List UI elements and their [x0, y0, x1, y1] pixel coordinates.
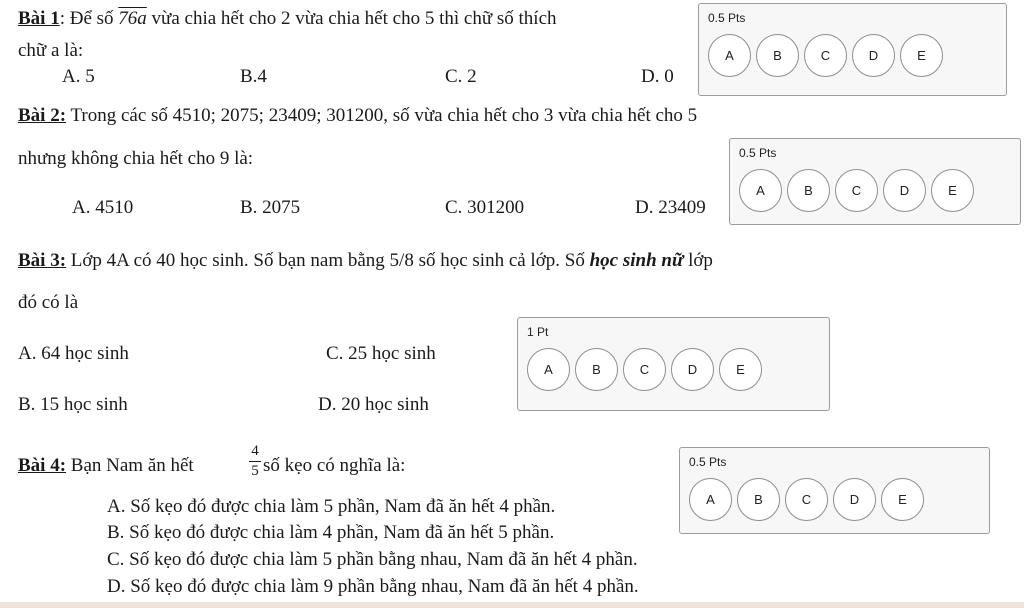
- choice-c-button[interactable]: C: [623, 348, 666, 391]
- q4-option-a: A. Số kẹo đó được chia làm 5 phần, Nam đã ăn hết 4 phần.: [107, 496, 556, 517]
- q4-option-d: D. Số kẹo đó được chia làm 9 phần bằng nhau, Nam đã ăn hết 4 phần.: [107, 576, 639, 597]
- q2-option-d: D. 23409: [635, 197, 706, 218]
- choice-a-button[interactable]: A: [739, 169, 782, 212]
- choice-e-button[interactable]: E: [719, 348, 762, 391]
- choice-c-button[interactable]: C: [835, 169, 878, 212]
- q3-option-b: B. 15 học sinh: [18, 394, 128, 415]
- q4-fraction: [249, 444, 261, 479]
- choice-a-button[interactable]: A: [708, 34, 751, 77]
- q4-line1-end: số kẹo có nghĩa là:: [263, 455, 406, 476]
- points-label: 0.5 Pts: [689, 455, 727, 469]
- q1-option-c: C. 2: [445, 66, 477, 87]
- points-label: 1 Pt: [527, 325, 549, 339]
- q4-line1: Bài 4: Bạn Nam ăn hết: [18, 455, 194, 476]
- q3-option-a: A. 64 học sinh: [18, 343, 129, 364]
- q2-option-c: C. 301200: [445, 197, 525, 218]
- answer-panel-1: [698, 3, 1007, 96]
- bottom-edge-strip: [0, 602, 1024, 608]
- q1-option-b: B.4: [240, 66, 267, 87]
- q3-label: Bài 3:: [18, 250, 67, 271]
- q2-line1: Bài 2: Trong các số 4510; 2075; 23409; 301200, số vừa chia hết cho 3 vừa chia hết cho 5: [18, 105, 698, 126]
- q3-line1: Bài 3: Lớp 4A có 40 học sinh. Số bạn nam bằng 5/8 số học sinh cả lớp. Số học sinh nữ lớp: [18, 250, 713, 271]
- q3-emphasis: học sinh nữ: [589, 250, 684, 271]
- choice-b-button[interactable]: B: [756, 34, 799, 77]
- q1-line1: Bài 1: Để số 76a vừa chia hết cho 2 vừa chia hết cho 5 thì chữ số thích: [18, 8, 557, 29]
- q4-label: Bài 4:: [18, 455, 67, 476]
- q2-label: Bài 2:: [18, 105, 67, 126]
- q1-option-d: D. 0: [641, 66, 674, 87]
- q1-label: Bài 1: [18, 8, 60, 29]
- choice-a-button[interactable]: A: [527, 348, 570, 391]
- choice-e-button[interactable]: E: [881, 478, 924, 521]
- choice-d-button[interactable]: D: [883, 169, 926, 212]
- choice-e-button[interactable]: E: [900, 34, 943, 77]
- q2-line2: nhưng không chia hết cho 9 là:: [18, 148, 254, 169]
- choice-b-button[interactable]: B: [787, 169, 830, 212]
- q4-fraction-denominator: 5: [251, 463, 259, 479]
- choice-c-button[interactable]: C: [804, 34, 847, 77]
- q4-fraction-numerator: 4: [251, 443, 259, 459]
- points-label: 0.5 Pts: [739, 146, 777, 160]
- choice-c-button[interactable]: C: [785, 478, 828, 521]
- choice-d-button[interactable]: D: [852, 34, 895, 77]
- q2-option-b: B. 2075: [240, 197, 301, 218]
- choice-e-button[interactable]: E: [931, 169, 974, 212]
- answer-panel-3: [517, 317, 830, 411]
- q3-option-c: C. 25 học sinh: [326, 343, 436, 364]
- choice-b-button[interactable]: B: [575, 348, 618, 391]
- answer-panel-4: [679, 447, 990, 534]
- choice-d-button[interactable]: D: [833, 478, 876, 521]
- points-label: 0.5 Pts: [708, 11, 746, 25]
- q4-option-c: C. Số kẹo đó được chia làm 5 phần bằng nhau, Nam đã ăn hết 4 phần.: [107, 549, 638, 570]
- choice-b-button[interactable]: B: [737, 478, 780, 521]
- q3-line2: đó có là: [18, 292, 79, 313]
- q1-line2: chữ a là:: [18, 40, 84, 61]
- q4-option-b: B. Số kẹo đó được chia làm 4 phần, Nam đã ăn hết 5 phần.: [107, 522, 555, 543]
- q2-option-a: A. 4510: [72, 197, 134, 218]
- choice-d-button[interactable]: D: [671, 348, 714, 391]
- q1-number: 76a: [118, 8, 147, 29]
- answer-panel-2: [729, 138, 1021, 225]
- q1-option-a: A. 5: [62, 66, 95, 87]
- choice-a-button[interactable]: A: [689, 478, 732, 521]
- q3-option-d: D. 20 học sinh: [318, 394, 429, 415]
